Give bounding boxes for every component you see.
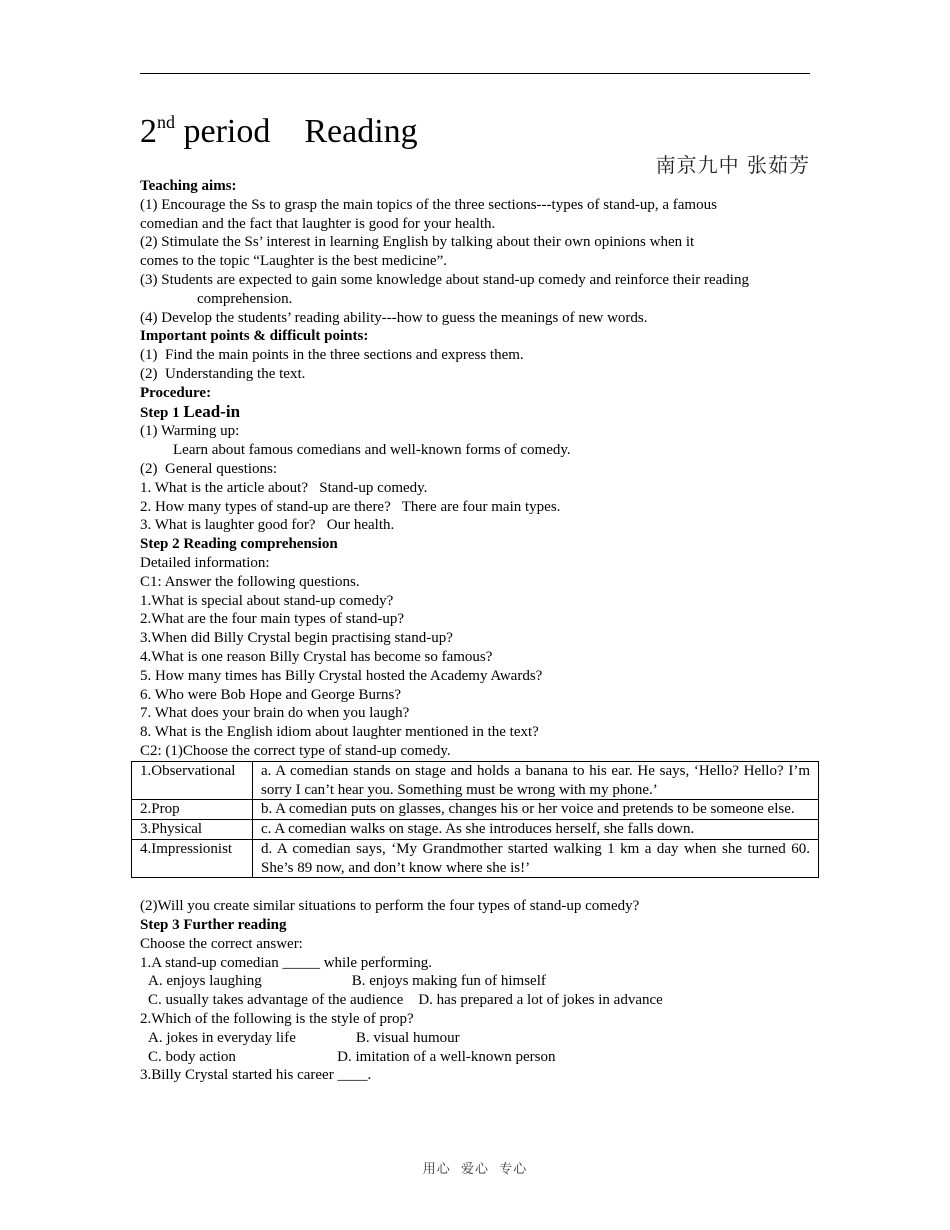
author-line: 南京九中 张茹芳 [655,153,810,177]
important-points-heading: Important points & difficult points: [140,328,369,345]
warming-up: (1) Warming up: [140,423,240,440]
page-title [140,112,418,152]
c1-question-4: 4.What is one reason Billy Crystal has become so famous? [140,648,493,665]
c1-question-8: 8. What is the English idiom about laughter mentioned in the text? [140,724,539,741]
mc-question-1-options-cd: C. usually takes advantage of the audience D. has prepared a lot of jokes in advance [148,992,663,1009]
comedy-types-table [131,761,819,879]
c2-part2: (2)Will you create similar situations to perform the four types of stand-up comedy? [140,898,640,915]
type-cell: 3.Physical [132,820,253,840]
description-cell: b. A comedian puts on glasses, changes his or her voice and pretends to be someone else. [253,800,819,820]
general-question-2: 2. How many types of stand-up are there? There are four main types. [140,498,561,515]
aim-4: (4) Develop the students’ reading ability---how to guess the meanings of new words. [140,309,648,326]
aim-2-cont: comes to the topic “Laughter is the best medicine”. [140,253,447,270]
general-question-3: 3. What is laughter good for? Our health. [140,517,395,534]
mc-question-3: 3.Billy Crystal started his career ____. [140,1067,372,1084]
aim-2: (2) Stimulate the Ss’ interest in learning English by talking about their own opinions when it [140,234,695,251]
description-cell: d. A comedian says, ‘My Grandmother started walking 1 km a day when she turned 60. She’s 89 now, and don’t know where she is!’ [253,839,819,878]
type-cell: 2.Prop [132,800,253,820]
c1-question-1: 1.What is special about stand-up comedy? [140,592,394,609]
general-questions-heading: (2) General questions: [140,460,278,477]
c1-question-5: 5. How many times has Billy Crystal hosted the Academy Awards? [140,667,543,684]
c1-question-6: 6. Who were Bob Hope and George Burns? [140,686,402,703]
description-cell: a. A comedian stands on stage and holds a banana to his ear. He says, ‘Hello? Hello? I’m sorry I can’t hear you. Something must be wrong with my phone.’ [253,761,819,800]
page-footer: 用心 爱心 专心 [422,1162,528,1177]
step1-label: Step 1 [140,404,184,421]
aim-3-cont: comprehension. [197,290,293,307]
type-cell: 1.Observational [132,761,253,800]
c1-question-7: 7. What does your brain do when you laugh? [140,705,410,722]
mc-question-2-options-cd: C. body action D. imitation of a well-known person [148,1048,556,1065]
table-row [132,839,819,878]
table-row [132,820,819,840]
step1-label-big: Lead-in [183,401,241,421]
mc-question-2-options-ab: A. jokes in everyday life B. visual humour [148,1029,460,1046]
mc-question-1-options-ab: A. enjoys laughing B. enjoys making fun of himself [148,973,546,990]
procedure-heading: Procedure: [140,384,212,401]
type-cell: 4.Impressionist [132,839,253,878]
mc-question-1: 1.A stand-up comedian _____ while performing. [140,954,433,971]
detailed-information: Detailed information: [140,554,270,571]
table-row [132,800,819,820]
aim-1-cont: comedian and the fact that laughter is good for your health. [140,215,496,232]
aim-1: (1) Encourage the Ss to grasp the main topics of the three sections---types of stand-up, a famous [140,196,717,213]
c1-question-3: 3.When did Billy Crystal begin practising stand-up? [140,630,453,647]
general-question-1: 1. What is the article about? Stand-up comedy. [140,479,428,496]
spacer [140,878,810,897]
step3-instruction: Choose the correct answer: [140,935,303,952]
header-rule [140,73,810,74]
step1-heading [140,403,810,423]
c2-instruction: C2: (1)Choose the correct type of stand-up comedy. [140,742,451,759]
important-point-2: (2) Understanding the text. [140,365,306,382]
aim-3: (3) Students are expected to gain some knowledge about stand-up comedy and reinforce their reading [140,271,749,288]
teaching-aims-heading: Teaching aims: [140,178,237,194]
description-cell: c. A comedian walks on stage. As she introduces herself, she falls down. [253,820,819,840]
important-point-1: (1) Find the main points in the three sections and express them. [140,347,524,364]
title-ordinal: 2 [140,113,157,150]
title-ordinal-suffix: nd [157,111,175,132]
warming-up-text: Learn about famous comedians and well-known forms of comedy. [173,442,571,459]
mc-question-2: 2.Which of the following is the style of prop? [140,1011,414,1028]
c1-instruction: C1: Answer the following questions. [140,573,360,590]
c1-question-2: 2.What are the four main types of stand-up? [140,611,405,628]
step3-heading: Step 3 Further reading [140,917,287,934]
step2-heading: Step 2 Reading comprehension [140,536,338,553]
document-body [140,177,810,1085]
table-row [132,761,819,800]
title-text: period Reading [175,113,418,150]
